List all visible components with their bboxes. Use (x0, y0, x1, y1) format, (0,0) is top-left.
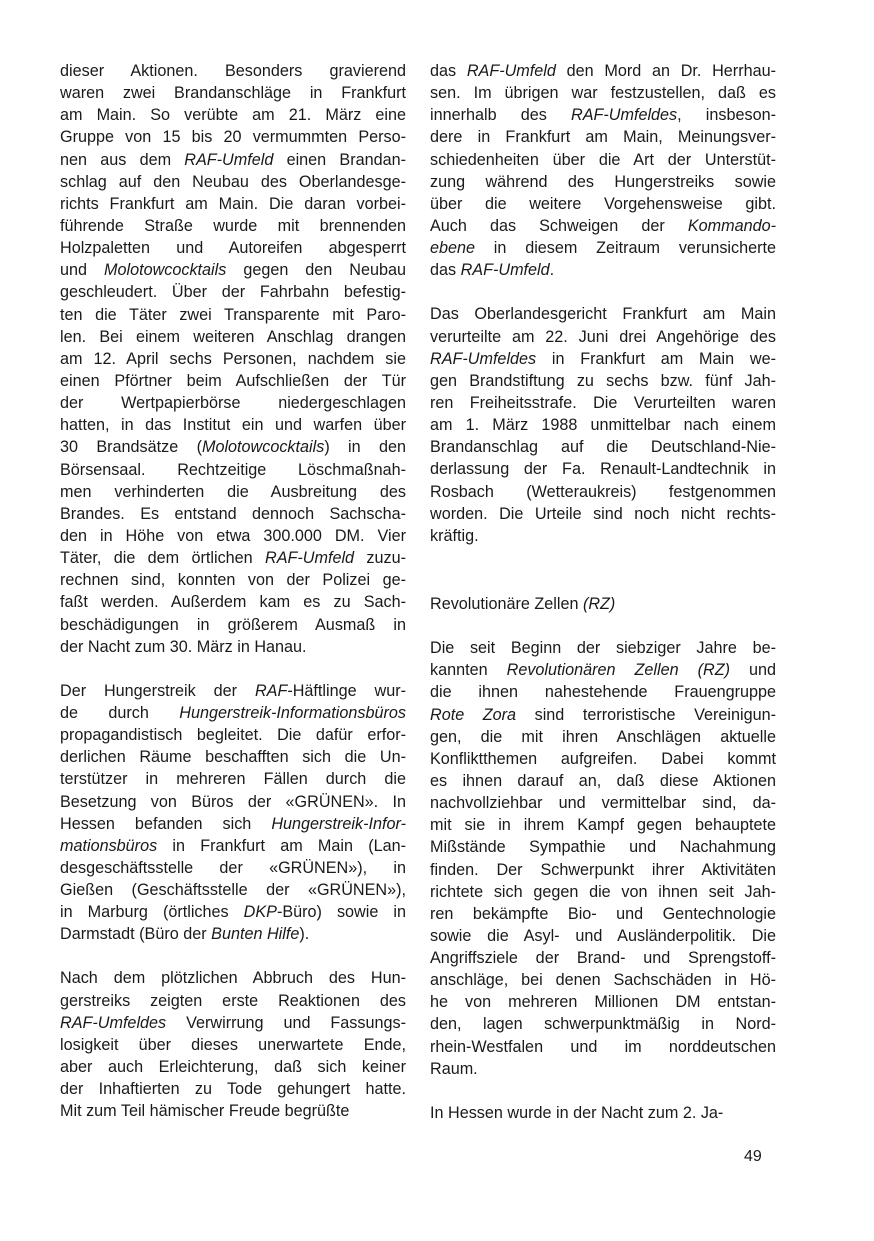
text-line (430, 326, 776, 348)
text-line (60, 614, 406, 636)
text-line (60, 149, 406, 171)
text-segment: nen aus dem (60, 150, 185, 169)
text-line (60, 525, 406, 547)
paragraph-gap (430, 615, 776, 637)
text-segment: , insbeson- (677, 106, 776, 125)
text-line (430, 814, 776, 836)
italic-text: RAF-Umfeld (460, 261, 550, 280)
text-segment: in Frankfurt am Main we- (536, 349, 776, 368)
text-segment: In Hessen wurde in der Nacht zum 2. Ja- (430, 1103, 724, 1122)
paragraph-gap (60, 945, 406, 967)
paragraph-gap (430, 547, 776, 593)
text-line (430, 1013, 776, 1035)
italic-text: RAF-Umfeld (265, 549, 355, 568)
italic-text: RAF-Umfeld (184, 150, 274, 169)
italic-text: RAF-Umfeldes (430, 349, 537, 368)
text-line (60, 281, 406, 303)
italic-text: Molotowcocktails (103, 261, 227, 280)
text-segment: gen, die mit ihren Anschlägen aktuelle (430, 727, 776, 746)
text-segment: terstützer in mehreren Fällen durch die (60, 770, 406, 789)
italic-text: RAF (254, 681, 288, 700)
italic-text: RAF-Umfeld (466, 62, 556, 80)
text-line (430, 458, 776, 480)
text-segment: he von mehreren Millionen DM entstan- (430, 993, 776, 1012)
text-line (430, 503, 776, 525)
text-line (430, 82, 776, 104)
text-segment: worden. Die Urteile sind noch nicht rechts- (430, 504, 776, 523)
text-segment: Das Oberlandesgericht Frankfurt am Main (430, 305, 776, 324)
text-line (60, 215, 406, 237)
text-line (430, 704, 776, 726)
text-line (60, 459, 406, 481)
text-line (60, 259, 406, 281)
italic-text: Hungerstreik-Informationsbüros (179, 703, 406, 722)
text-segment: anschläge, bei denen Sachschäden in Hö- (430, 971, 776, 990)
text-segment: der Wertpapierbörse niedergeschlagen (60, 394, 406, 413)
text-line (60, 326, 406, 348)
text-line (430, 259, 776, 281)
italic-text: RAF-Umfeldes (60, 1013, 167, 1032)
paragraph (60, 680, 406, 946)
text-line (60, 636, 406, 658)
text-line (60, 104, 406, 126)
text-segment: Täter, die dem örtlichen (60, 549, 266, 568)
text-line (60, 746, 406, 768)
text-segment: gegen den Neubau (226, 261, 406, 280)
text-segment: dere in Frankfurt am Main, Meinungsver- (430, 128, 776, 147)
text-line (60, 835, 406, 857)
text-line (430, 104, 776, 126)
paragraph (430, 637, 776, 1080)
italic-text: Hungerstreik-Infor- (271, 814, 406, 833)
text-segment: Verwirrung und Fassungs- (166, 1013, 406, 1032)
text-segment: am Main. So verübte am 21. März eine (60, 106, 406, 125)
text-line (430, 903, 776, 925)
text-segment: über die weitere Vorgehensweise gibt. (430, 194, 776, 213)
text-segment: ren bekämpfte Bio- und Gentechnologie (430, 904, 776, 923)
text-line (60, 436, 406, 458)
italic-text: DKP (243, 903, 277, 922)
text-line (430, 969, 776, 991)
text-line (60, 392, 406, 414)
text-segment: Angriffsziele der Brand- und Sprengstoff- (430, 949, 776, 968)
paragraph-gap (60, 658, 406, 680)
text-segment: desgeschäftsstelle der «GRÜNEN»), in (60, 858, 406, 877)
text-line (430, 370, 776, 392)
paragraph-gap (430, 1080, 776, 1102)
text-line (60, 813, 406, 835)
section-heading (430, 593, 776, 615)
italic-text: RAF-Umfeldes (571, 106, 678, 125)
text-segment: len. Bei einem weiteren Anschlag drangen (60, 327, 406, 346)
text-segment: in Marburg (örtliches (60, 903, 244, 922)
text-line (430, 171, 776, 193)
text-segment: in diesem Zeitraum verunsicherte (475, 239, 776, 258)
text-segment: Hessen befanden sich (60, 814, 272, 833)
text-segment: ren Freiheitsstrafe. Die Verurteilten waren (430, 393, 776, 412)
text-segment: losigkeit über dieses unerwartete Ende, (60, 1035, 406, 1054)
italic-text: mationsbüros (60, 836, 158, 855)
text-segment: der Nacht zum 30. März in Hanau. (60, 637, 307, 656)
text-segment: ten die Täter zwei Transparente mit Paro- (60, 305, 406, 324)
text-line (60, 370, 406, 392)
text-segment: nachvollziehbar und vermittelbar sind, da- (430, 794, 776, 813)
text-line (60, 503, 406, 525)
italic-text: Kommando- (687, 216, 776, 235)
text-segment: einen Brandan- (273, 150, 406, 169)
text-segment: sen. Im übrigen war festzustellen, daß es (430, 84, 776, 103)
text-line (430, 414, 776, 436)
text-segment: Mit zum Teil hämischer Freude begrüßte (60, 1102, 350, 1121)
italic-text: Revolutionären Zellen (RZ) (506, 661, 730, 680)
text-segment: das (430, 261, 461, 280)
text-segment: . (549, 261, 555, 280)
text-segment: Darmstadt (Büro der (60, 925, 212, 944)
text-line (430, 881, 776, 903)
text-segment: den Mord an Dr. Herrhau- (555, 62, 776, 80)
text-line (60, 901, 406, 923)
paragraph (430, 1102, 776, 1124)
text-segment: Raum. (430, 1059, 478, 1078)
text-line (60, 1012, 406, 1034)
text-segment: innerhalb des (430, 106, 572, 125)
text-segment: einen Pförtner beim Aufschließen der Tür (60, 371, 406, 390)
text-segment: richts Frankfurt am Main. Die daran vorbei- (60, 194, 406, 213)
text-segment: beschädigungen in größerem Ausmaß in (60, 615, 406, 634)
text-line (430, 836, 776, 858)
text-line (60, 791, 406, 813)
text-segment: derlassung der Fa. Renault-Landtechnik in (430, 460, 776, 479)
text-segment: schiedenheiten über die Art der Unterstüt- (430, 150, 776, 169)
text-line (60, 481, 406, 503)
italic-text: ebene (430, 239, 476, 258)
text-segment: derlichen Räume beschafften sich die Un- (60, 748, 406, 767)
text-line (430, 770, 776, 792)
text-line (430, 60, 776, 82)
text-line (60, 879, 406, 901)
text-line (430, 436, 776, 458)
text-segment: Revolutionäre Zellen (430, 594, 583, 613)
text-segment: sowie die Asyl- und Ausländerpolitik. Die (430, 926, 776, 945)
text-segment: 30 Brandsätze ( (60, 438, 202, 457)
text-line (430, 1102, 776, 1124)
text-segment: geschleudert. Über der Fahrbahn befestig- (60, 283, 406, 302)
text-segment: gen Brandstiftung zu sechs bzw. fünf Jah- (430, 371, 776, 390)
text-line (430, 925, 776, 947)
text-line (60, 724, 406, 746)
left-column (60, 60, 406, 1122)
text-line (60, 569, 406, 591)
text-line (60, 1078, 406, 1100)
text-line (430, 991, 776, 1013)
text-segment: die ihnen nahestehende Frauengruppe (430, 683, 776, 702)
text-segment: Besetzung von Büros der «GRÜNEN». In (60, 792, 406, 811)
text-segment: Der Hungerstreik der (60, 681, 255, 700)
text-segment: am 1. März 1988 unmittelbar nach einem (430, 416, 776, 435)
text-line (60, 237, 406, 259)
text-line (430, 637, 776, 659)
text-line (60, 1100, 406, 1122)
text-line (60, 348, 406, 370)
text-segment: Die seit Beginn der siebziger Jahre be- (430, 639, 776, 658)
text-line (60, 126, 406, 148)
text-segment: Rosbach (Wetteraukreis) festgenommen (430, 482, 776, 501)
text-line (430, 348, 776, 370)
text-line (60, 304, 406, 326)
right-column (430, 60, 776, 1124)
text-segment: der Inhaftierten zu Tode gehungert hatte. (60, 1080, 406, 1099)
text-segment: am 12. April sechs Personen, nachdem sie (60, 349, 406, 368)
text-segment: men verhinderten die Ausbreitung des (60, 482, 406, 501)
text-segment: das (430, 62, 467, 80)
italic-text: Molotowcocktails (201, 438, 325, 457)
text-segment: und (60, 261, 104, 280)
text-segment: Mißstände Sympathie und Nachahmung (430, 838, 776, 857)
text-line (430, 859, 776, 881)
text-segment: Holzpaletten und Autoreifen abgesperrt (60, 239, 406, 258)
text-line (60, 680, 406, 702)
text-segment: richtete sich gegen die von ihnen seit Jah- (430, 882, 776, 901)
text-line (430, 748, 776, 770)
italic-text: (RZ) (582, 594, 616, 613)
text-segment: Nach dem plötzlichen Abbruch des Hun- (60, 969, 406, 988)
text-segment: faßt werden. Außerdem kam es zu Sach- (60, 593, 406, 612)
text-line (60, 1056, 406, 1078)
text-segment: Konfliktthemen aufgreifen. Dabei kommt (430, 749, 776, 768)
text-segment: den, lagen schwerpunktmäßig in Nord- (430, 1015, 776, 1034)
text-segment: es ihnen darauf an, daß diese Aktionen (430, 771, 776, 790)
italic-text: Rote Zora (430, 705, 517, 724)
text-line (60, 591, 406, 613)
paragraph (430, 60, 776, 281)
text-line (430, 525, 776, 547)
text-line (430, 792, 776, 814)
text-line (60, 857, 406, 879)
text-line (60, 193, 406, 215)
text-segment: Börsensaal. Rechtzeitige Löschmaßnah- (60, 460, 406, 479)
text-segment: propagandistisch begleitet. Die dafür erfor- (60, 726, 406, 745)
text-line (430, 659, 776, 681)
text-segment: de durch (60, 703, 180, 722)
text-line (60, 990, 406, 1012)
text-segment: Brandanschlag auf die Deutschland-Nie- (430, 438, 776, 457)
text-segment: rhein-Westfalen und im norddeutschen (430, 1037, 776, 1056)
text-line (430, 303, 776, 325)
text-segment: den in Höhe von etwa 300.000 DM. Vier (60, 526, 406, 545)
text-segment: mit sie in ihrem Kampf gegen behauptete (430, 816, 776, 835)
text-segment: kräftig. (430, 526, 479, 545)
text-segment: verurteilte am 22. Juni drei Angehörige des (430, 327, 776, 346)
text-segment: zuzu- (354, 549, 406, 568)
paragraph (60, 60, 406, 658)
text-segment: ). (299, 925, 310, 944)
text-segment: Brandes. Es entstand dennoch Sachscha- (60, 504, 406, 523)
text-line (60, 171, 406, 193)
text-line (430, 1036, 776, 1058)
text-line (430, 726, 776, 748)
text-line (60, 1034, 406, 1056)
text-segment: gerstreiks zeigten erste Reaktionen des (60, 991, 406, 1010)
text-line (60, 547, 406, 569)
text-segment: in Frankfurt am Main (Lan- (157, 836, 406, 855)
text-line (60, 768, 406, 790)
text-segment: -Büro) sowie in (276, 903, 406, 922)
text-line (60, 923, 406, 945)
text-line (430, 392, 776, 414)
italic-text: Bunten Hilfe (211, 925, 300, 944)
text-segment: schlag auf den Neubau des Oberlandesge- (60, 172, 406, 191)
text-segment: zung während des Hungerstreiks sowie (430, 172, 776, 191)
text-segment: Gießen (Geschäftsstelle der «GRÜNEN»), (60, 881, 406, 900)
text-line (60, 702, 406, 724)
page-number: 49 (744, 1148, 762, 1165)
text-segment: waren zwei Brandanschläge in Frankfurt (60, 84, 406, 103)
text-segment: rechnen sind, konnten von der Polizei ge- (60, 571, 406, 590)
text-segment: Auch das Schweigen der (430, 216, 688, 235)
text-line (60, 82, 406, 104)
text-line (60, 967, 406, 989)
text-segment: hatten, in das Institut ein und warfen über (60, 416, 406, 435)
text-segment: Gruppe von 15 bis 20 vermummten Perso- (60, 128, 406, 147)
text-line (430, 126, 776, 148)
text-line (430, 481, 776, 503)
text-line (430, 149, 776, 171)
text-segment: kannten (430, 661, 507, 680)
text-line (430, 1058, 776, 1080)
paragraph-gap (430, 281, 776, 303)
text-segment: dieser Aktionen. Besonders gravierend (60, 62, 406, 80)
text-line (60, 60, 406, 82)
text-line (430, 593, 776, 615)
text-line (430, 237, 776, 259)
text-segment: ) in den (324, 438, 406, 457)
text-line (60, 414, 406, 436)
text-segment: sind terroristische Vereinigun- (516, 705, 776, 724)
paragraph (430, 303, 776, 547)
text-segment: aber auch Erleichterung, daß sich keiner (60, 1058, 406, 1077)
text-segment: und (729, 661, 776, 680)
text-segment: führende Straße wurde mit brennenden (60, 216, 406, 235)
text-line (430, 193, 776, 215)
paragraph (60, 967, 406, 1122)
text-line (430, 215, 776, 237)
text-segment: finden. Der Schwerpunkt ihrer Aktivitäten (430, 860, 776, 879)
text-line (430, 947, 776, 969)
text-segment: -Häftlinge wur- (287, 681, 406, 700)
text-line (430, 681, 776, 703)
